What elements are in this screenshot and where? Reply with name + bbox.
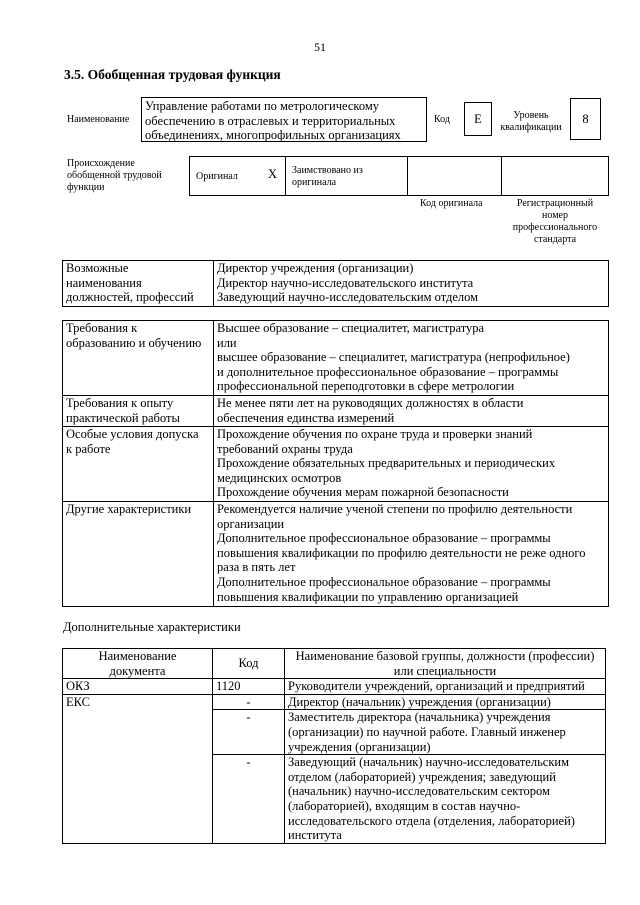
row-name: Заместитель директора (начальника) учреждения (организации) по научной работе. Главный инженер учреждения (организации) [285,710,606,755]
row-code: - [213,710,285,755]
row-document: ЕКС [63,694,213,710]
header-code: Код [213,649,285,679]
code-box [464,102,492,136]
table-header [63,649,606,679]
row-name: Руководители учреждений, организаций и предприятий [285,679,606,695]
row-document [63,710,213,755]
row-code: - [213,755,285,844]
requirement-other [63,502,609,607]
qualification-level-label: Уровень квалификации [500,110,562,133]
qualification-level-box [570,98,601,140]
requirement-label: Особые условия допуска к работе [63,427,214,502]
requirement-special-conditions [63,427,609,502]
qualification-level-value: 8 [582,112,589,126]
row-name: Заведующий (начальник) научно-исследовательским отделом (лабораторией) учреждения; заведующий (начальник) научно-исследовательским сектором (лабораторией), входящим в состав научно- исследовательского отдела (отделения, лабораторией) института [285,755,606,844]
origin-label: Происхождение обобщенной трудовой функции [67,158,162,193]
table-row [63,755,606,844]
requirement-experience [63,396,609,427]
table-row [63,679,606,695]
header-name: Наименование базовой группы, должности (профессии) или специальности [285,649,606,679]
function-name-text: Управление работами по метрологическому обеспечению в отраслевых и территориальных объединениях, многопрофильных организациях [145,99,401,143]
requirement-label: Требования к опыту практической работы [63,396,214,427]
row-name: Директор (начальник) учреждения (организации) [285,694,606,710]
row-document: ОКЗ [63,679,213,695]
additional-table [62,648,606,844]
row-code: 1120 [213,679,285,695]
origin-table [189,156,609,196]
table-row [63,710,606,755]
original-label: Оригинал [196,171,238,182]
borrowed-label: Заимствовано из оригинала [292,165,363,188]
requirement-label: Другие характеристики [63,502,214,607]
requirement-text: Прохождение обучения по охране труда и проверки знаний требований охраны труда Прохождение обязательных предварительных и периодических медицинских осмотров Прохождение обучения мерам пожарной безопасности [214,427,609,502]
positions-table [62,260,609,307]
page-number: 51 [314,40,326,54]
function-name-box [141,97,427,142]
table-row [63,694,606,710]
requirement-text: Рекомендуется наличие ученой степени по профилю деятельности организации Дополнительное профессиональное образование – программы повышения квалификации по профилю деятельности не реже одного раза в пять лет Дополнительное профессиональное образование – программы повышения квалификации по управлению организацией [214,502,609,607]
row-code: - [213,694,285,710]
positions-label: Возможные наименования должностей, профессий [63,261,214,307]
original-mark: X [268,167,278,181]
header-document: Наименование документа [63,649,213,679]
section-title: 3.5. Обобщенная трудовая функция [64,67,281,82]
origin-code-label: Код оригинала [420,198,483,209]
name-label: Наименование [67,114,130,125]
code-label: Код [434,114,450,125]
additional-title: Дополнительные характеристики [63,620,241,634]
registration-number-label: Регистрационный номер профессионального стандарта [512,198,598,245]
requirement-education [63,321,609,396]
requirements-table [62,320,609,607]
requirement-text: Высшее образование – специалитет, магистратура или высшее образование – специалитет, магистратура (непрофильное) и дополнительное профессиональное образование – программы профессиональной переподготовки в сфере метрологии [214,321,609,396]
requirement-text: Не менее пяти лет на руководящих должностях в области обеспечения единства измерений [214,396,609,427]
row-document [63,755,213,844]
positions-values: Директор учреждения (организации) Директор научно-исследовательского института Заведующий научно-исследовательским отделом [214,261,609,307]
code-value: E [474,112,482,126]
requirement-label: Требования к образованию и обучению [63,321,214,396]
